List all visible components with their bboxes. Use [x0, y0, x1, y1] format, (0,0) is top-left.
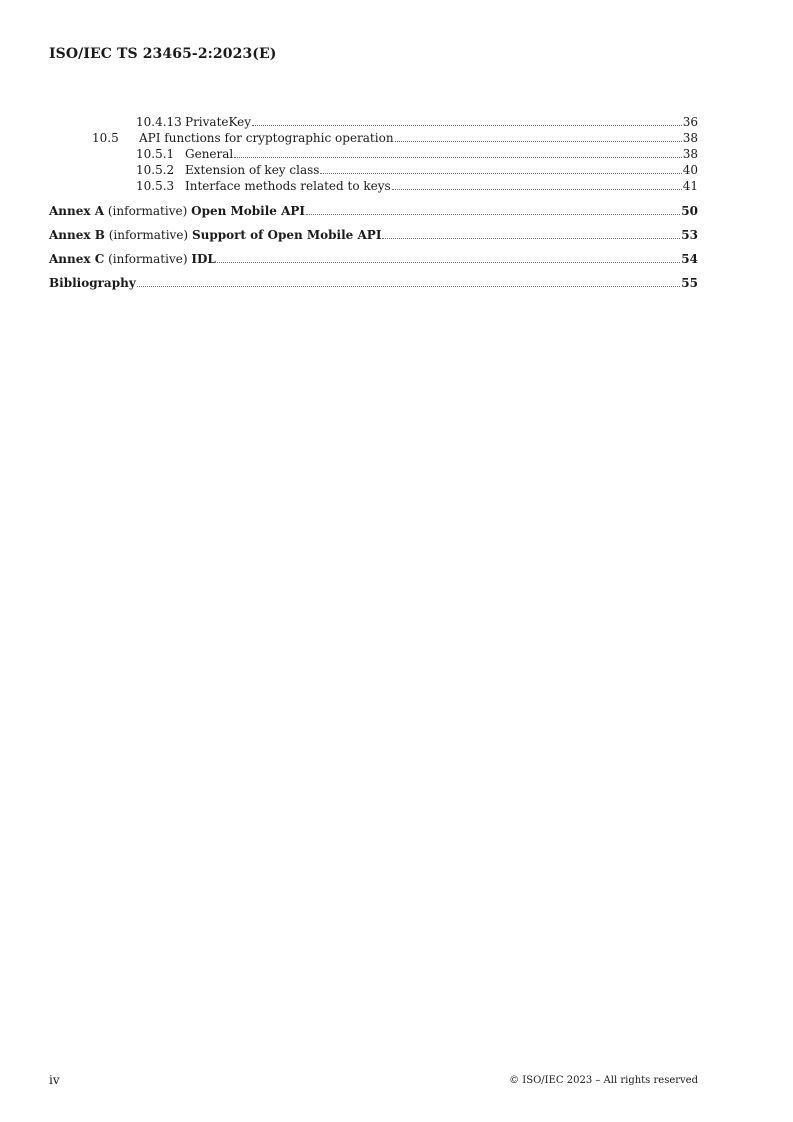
toc-entry-title: General — [185, 147, 234, 161]
footer-page-number: iv — [49, 1073, 60, 1087]
dot-leader — [234, 157, 681, 158]
dot-leader — [217, 262, 680, 263]
toc-annex-b[interactable] — [49, 227, 698, 243]
toc-annex-a[interactable] — [49, 203, 698, 219]
annex-type: (informative) — [107, 204, 188, 218]
annex-label: Annex C — [49, 252, 105, 266]
annex-type: (informative) — [108, 252, 188, 266]
toc-entry-number: 10.5.1 — [136, 147, 175, 161]
toc-entry-number: 10.4.13 — [136, 115, 182, 129]
toc-entry-10-4-13[interactable] — [49, 114, 698, 130]
bibliography-page: 55 — [681, 276, 698, 290]
toc-entry-page: 40 — [682, 163, 698, 177]
toc-entry-page: 38 — [682, 131, 698, 145]
table-of-contents — [49, 114, 698, 291]
toc-entry-title: Extension of key class — [185, 163, 320, 177]
toc-entry-page: 36 — [682, 115, 698, 129]
dot-leader — [382, 238, 680, 239]
dot-leader — [137, 286, 681, 287]
annex-page: 53 — [681, 228, 698, 242]
toc-entry-page: 38 — [682, 147, 698, 161]
toc-entry-number: 10.5.3 — [136, 179, 175, 193]
footer-copyright: © ISO/IEC 2023 – All rights reserved — [509, 1075, 698, 1086]
annex-page: 54 — [681, 252, 698, 266]
annex-type: (informative) — [108, 228, 189, 242]
annex-title: Open Mobile API — [191, 204, 306, 218]
toc-annex-c[interactable] — [49, 251, 698, 267]
toc-entry-title: PrivateKey — [185, 115, 252, 129]
dot-leader — [306, 214, 680, 215]
toc-entry-number: 10.5.2 — [136, 163, 175, 177]
dot-leader — [320, 173, 681, 174]
toc-entry-10-5-3[interactable] — [49, 178, 698, 194]
annex-label: Annex A — [49, 204, 105, 218]
annex-label: Annex B — [49, 228, 105, 242]
dot-leader — [252, 125, 682, 126]
dot-leader — [392, 189, 682, 190]
toc-entry-10-5-2[interactable] — [49, 162, 698, 178]
toc-entry-page: 41 — [682, 179, 698, 193]
toc-entry-10-5[interactable] — [49, 130, 698, 146]
toc-entry-title: API functions for cryptographic operation — [139, 131, 394, 145]
dot-leader — [395, 141, 682, 142]
toc-entry-title: Interface methods related to keys — [185, 179, 391, 193]
toc-entry-10-5-1[interactable] — [49, 146, 698, 162]
annex-title: Support of Open Mobile API — [191, 228, 382, 242]
toc-bibliography[interactable] — [49, 275, 698, 291]
toc-entry-number: 10.5 — [92, 131, 119, 145]
annex-page: 50 — [681, 204, 698, 218]
document-header-id: ISO/IEC TS 23465-2:2023(E) — [49, 46, 277, 62]
bibliography-title: Bibliography — [49, 276, 136, 290]
annex-title: IDL — [191, 252, 216, 266]
